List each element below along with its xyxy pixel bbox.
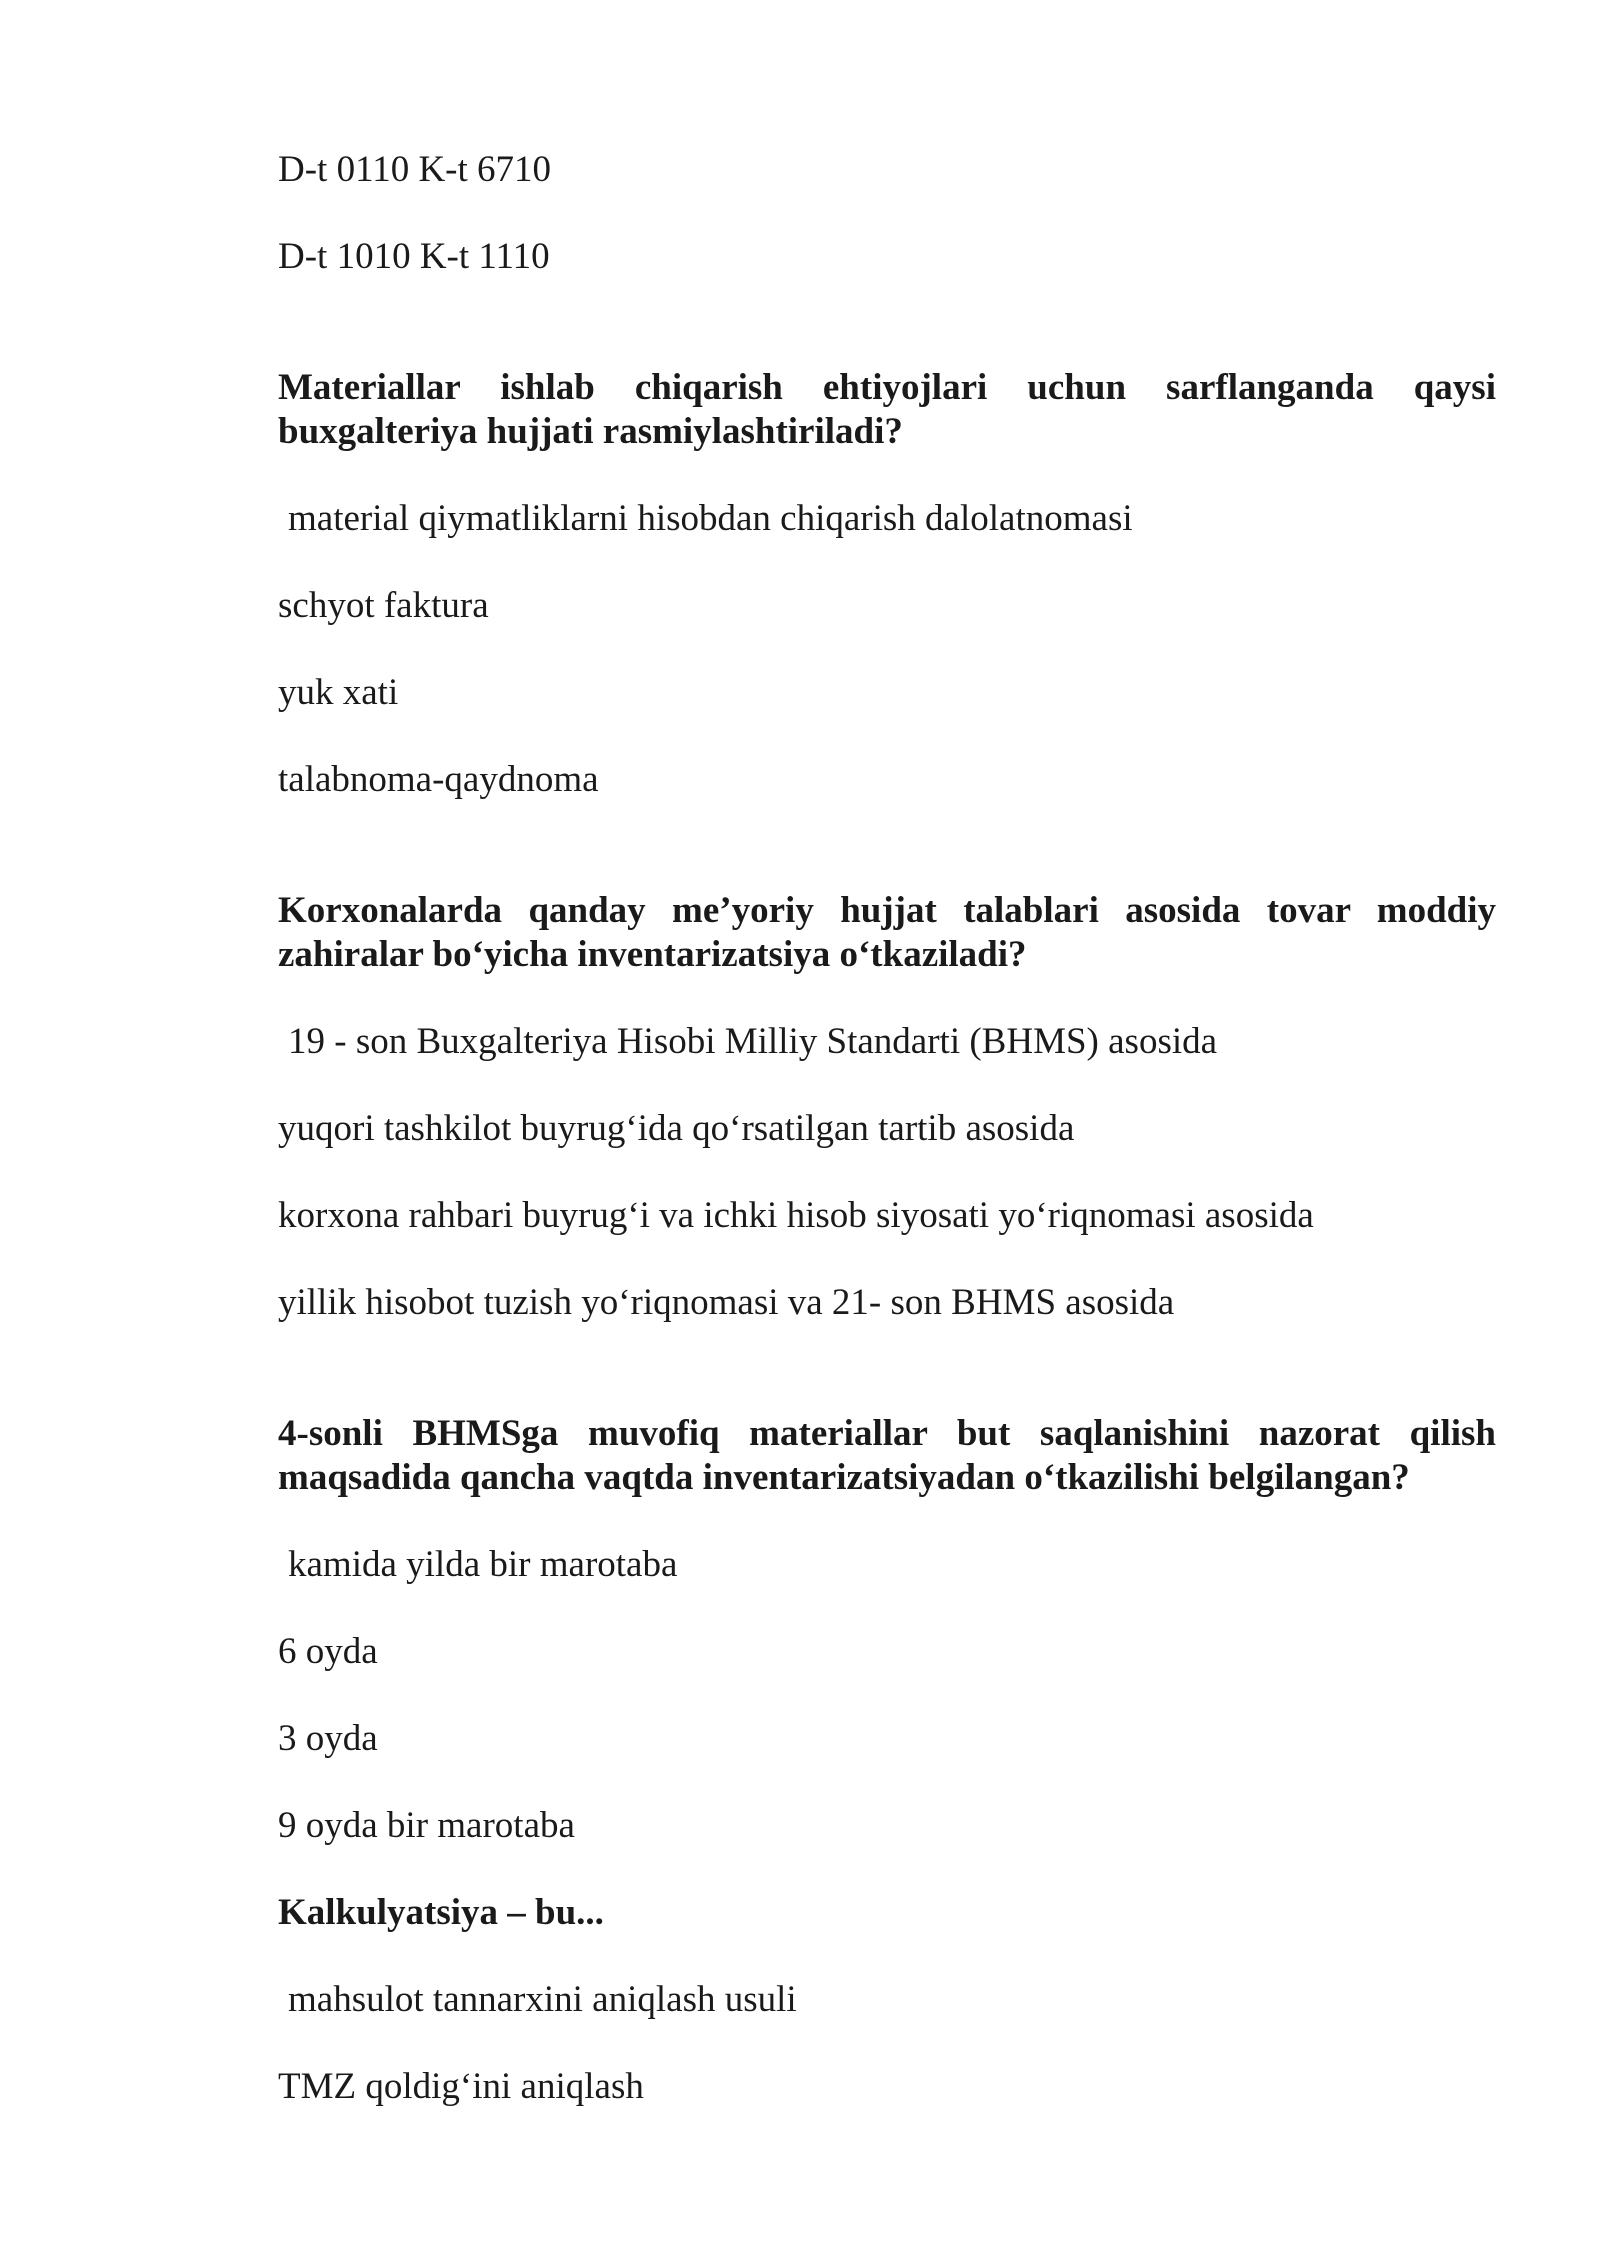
answer-option: 6 oyda — [278, 1631, 378, 1672]
answer-option: talabnoma-qaydnoma — [278, 759, 599, 800]
answer-option: kamida yilda bir marotaba — [288, 1544, 678, 1585]
intro-line: D-t 1010 K-t 1110 — [278, 236, 550, 277]
question-text: 4-sonli BHMSga muvofiq materiallar but saqlanishini nazorat qilish maqsadida qancha vaqtda inventarizatsiyadan o‘tkazilishi belgilangan? — [278, 1413, 1496, 1498]
question-text: Materiallar ishlab chiqarish ehtiyojlari uchun sarflanganda qaysi buxgalteriya hujjati rasmiylashtiriladi? — [278, 367, 1496, 452]
answer-option: yuk xati — [278, 672, 399, 713]
question-text: Korxonalarda qanday me’yoriy hujjat talablari asosida tovar moddiy zahiralar bo‘yicha inventarizatsiya o‘tkaziladi? — [278, 890, 1496, 975]
answer-option: 9 oyda bir marotaba — [278, 1805, 575, 1846]
answer-option: schyot faktura — [278, 585, 489, 626]
answer-option: 19 - son Buxgalteriya Hisobi Milliy Standarti (BHMS) asosida — [288, 1021, 1218, 1062]
answer-option: yillik hisobot tuzish yo‘riqnomasi va 21- son BHMS asosida — [278, 1282, 1175, 1323]
question-text: Kalkulyatsiya – bu... — [278, 1892, 604, 1933]
answer-option: korxona rahbari buyrug‘i va ichki hisob siyosati yo‘riqnomasi asosida — [278, 1195, 1314, 1236]
answer-option: TMZ qoldig‘ini aniqlash — [278, 2066, 644, 2107]
answer-option: mahsulot tannarxini aniqlash usuli — [288, 1979, 797, 2020]
intro-line: D-t 0110 K-t 6710 — [278, 149, 552, 190]
answer-option: yuqori tashkilot buyrug‘ida qo‘rsatilgan tartib asosida — [278, 1108, 1075, 1149]
answer-option: material qiymatliklarni hisobdan chiqarish dalolatnomasi — [288, 498, 1133, 539]
answer-option: 3 oyda — [278, 1718, 378, 1759]
